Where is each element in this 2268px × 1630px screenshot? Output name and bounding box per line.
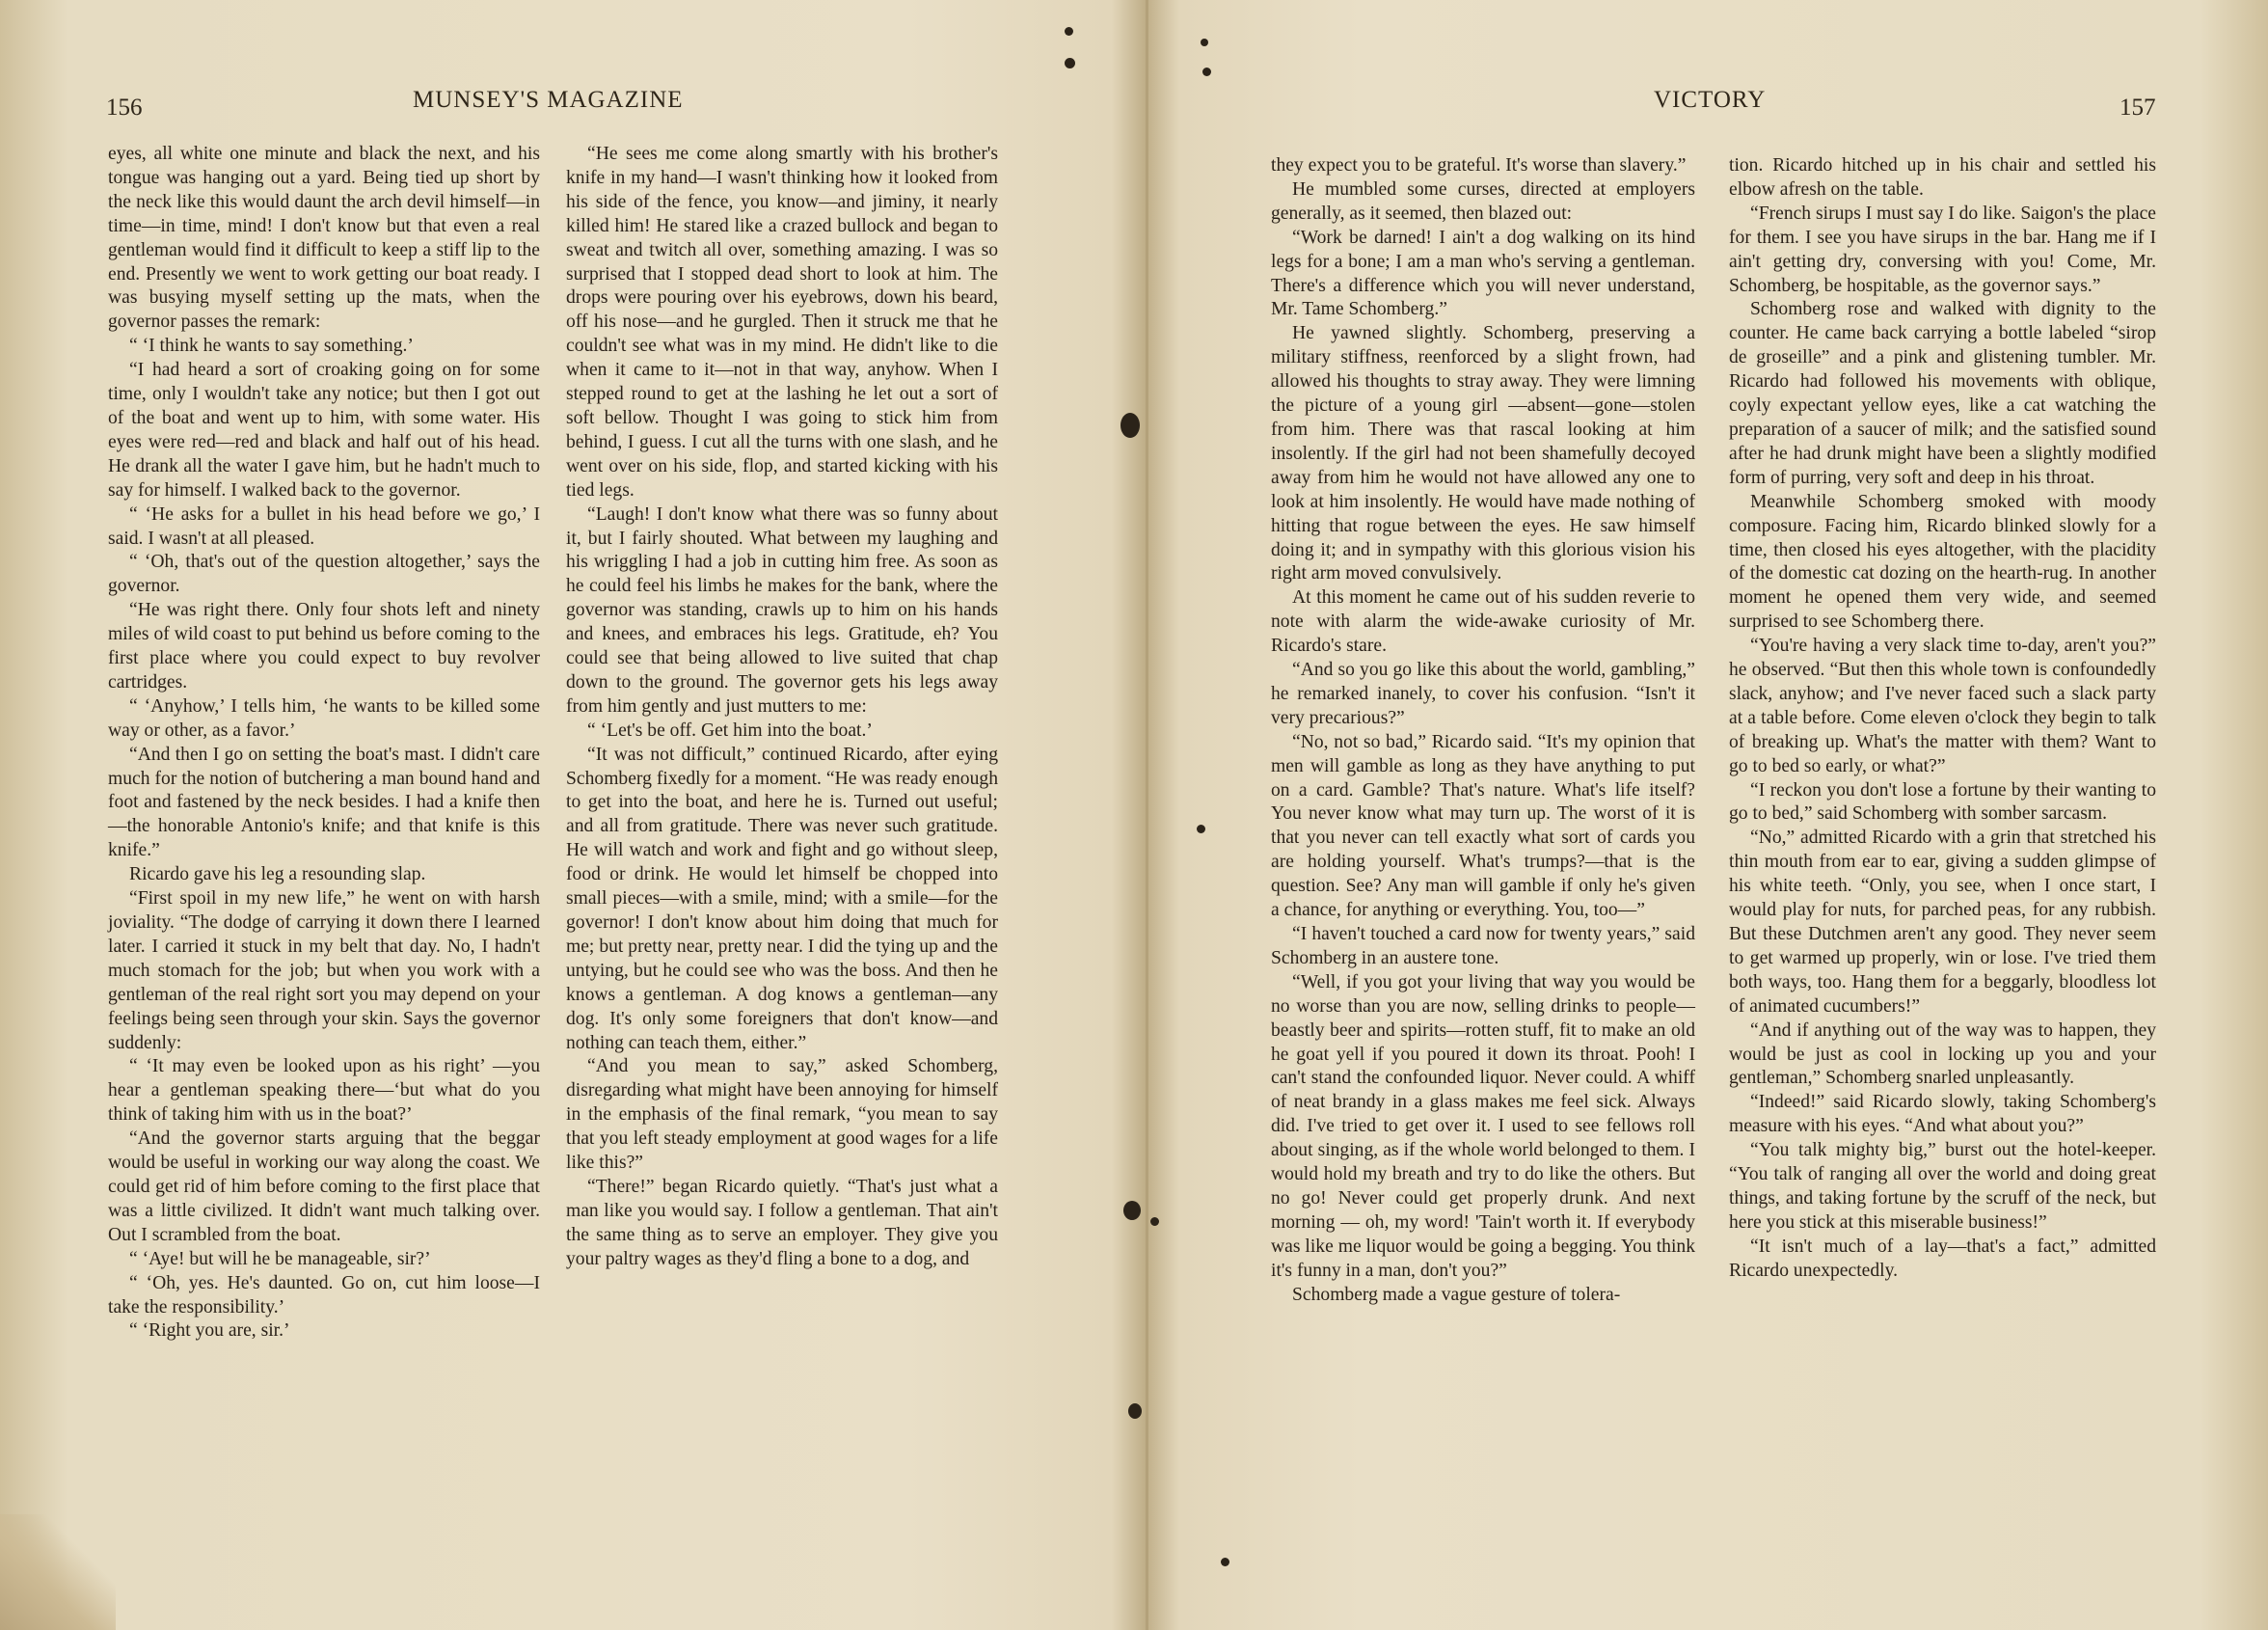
text-column-2 <box>1729 154 2156 1284</box>
paragraph: Meanwhile Schomberg smoked with moody composure. Facing him, Ricardo blinked slowly for a time, then closed his eyes altogether, with the placidity of the domestic cat dozing on the hearth-rug. In another moment he opened them very wide, and seemed surprised to see Schomberg there. <box>1729 491 2156 633</box>
paragraph: He yawned slightly. Schomberg, preserving a military stiffness, reenforced by a slight frown, had allowed his thoughts to stray away. They were limning the picture of a young girl —absent—gone—stolen from him. There was that rascal looking at him insolently. If the girl had not been shamefully decoyed away from him he would not have allowed any one to look at him insolently. He would have made nothing of hitting that rogue between the eyes. He saw himself doing it; and in sympathy with this glorious vision his right arm moved convulsively. <box>1271 323 1695 584</box>
running-header: VICTORY <box>1654 87 1767 113</box>
paragraph: “I reckon you don't lose a fortune by their wanting to go to bed,” said Schomberg with somber sarcasm. <box>1729 779 2156 825</box>
paragraph: He mumbled some curses, directed at employers generally, as it seemed, then blazed out: <box>1271 178 1695 224</box>
page-number: 156 <box>106 95 143 121</box>
paragraph: “He sees me come along smartly with his brother's knife in my hand—I wasn't thinking how it looked from his side of the fence, you know—and jiminy, it nearly killed him! He stared like a crazed bullock and began to sweat and twitch all over, something amazing. I was so surprised that I stopped dead short to look at him. The drops were pouring over his eyebrows, down his beard, off his nose—and he gurgled. Then it struck me that he couldn't see what was in my mind. He didn't like to die when it came to it—not in that way, anyhow. When I stepped round to get at the lashing he let out a sort of soft bellow. Thought I was going to stick him from behind, I guess. I cut all the turns with one slash, and he went over on his side, flop, and started kicking with his tied legs. <box>566 144 998 501</box>
paragraph: “French sirups I must say I do like. Saigon's the place for them. I see you have sirups in the bar. Hang me if I ain't getting dry, conversing with you! Come, Mr. Schomberg, be hospitable, as the governor says.” <box>1729 203 2156 296</box>
text-column-2 <box>566 143 998 1272</box>
paragraph: At this moment he came out of his sudden reverie to note with alarm the wide-awake curiosity of Mr. Ricardo's stare. <box>1271 587 1695 657</box>
binding-hole <box>1201 39 1208 46</box>
paragraph: “Indeed!” said Ricardo slowly, taking Schomberg's measure with his eyes. “And what about you?” <box>1729 1092 2156 1137</box>
paragraph: “Work be darned! I ain't a dog walking on its hind legs for a bone; I am a man who's serving a gentleman. There's a difference which you will never understand, Mr. Tame Schomberg.” <box>1271 227 1695 320</box>
paragraph: “ ‘He asks for a bullet in his head before we go,’ I said. I wasn't at all pleased. <box>108 503 540 549</box>
text-column-1 <box>108 143 540 1344</box>
binding-hole <box>1150 1217 1159 1226</box>
paragraph: “Well, if you got your living that way you would be no worse than you are now, selling drinks to people—beastly beer and spirits—rotten stuff, fit to make an old he goat yell if you poured it down its throat. Pooh! I can't stand the confounded liquor. Never could. A whiff of neat brandy in a glass makes me feel sick. Always did. I've tried to get over it. I used to see fellows roll about singing, as if the whole world belonged to them. I would hold my breath and try to do like the others. But no go! Never could get properly drunk. And next morning — oh, my word! 'Tain't worth it. If everybody was like me liquor would be going a begging. You think it's funny in a man, don't you?” <box>1271 971 1695 1281</box>
binding-gutter <box>1146 0 1148 1630</box>
paragraph: Schomberg rose and walked with dignity to the counter. He came back carrying a bottle labeled “sirop de groseille” and a pink and glistening tumbler. Mr. Ricardo had followed his movements with oblique, coyly expectant yellow eyes, like a cat watching the preparation of a saucer of milk; and the satisfied sound after he had drunk might have been a slightly modified form of purring, very soft and deep in his throat. <box>1729 299 2156 488</box>
binding-hole <box>1065 27 1073 36</box>
paragraph: they expect you to be grateful. It's worse than slavery.” <box>1271 155 1687 176</box>
paragraph: “And you mean to say,” asked Schomberg, disregarding what might have been annoying for himself in the emphasis of the final remark, “you mean to say that you left steady employment at good wages for a life like this?” <box>566 1056 998 1174</box>
paragraph: Ricardo gave his leg a resounding slap. <box>129 864 426 885</box>
paragraph: “And if anything out of the way was to happen, they would be just as cool in locking up you and your gentleman,” Schomberg snarled unpleasantly. <box>1729 1019 2156 1089</box>
paragraph: “It isn't much of a lay—that's a fact,” admitted Ricardo unexpectedly. <box>1729 1236 2156 1281</box>
binding-hole <box>1221 1558 1229 1566</box>
paragraph: “He was right there. Only four shots left and ninety miles of wild coast to put behind us before coming to the first place where you could expect to buy revolver cartridges. <box>108 600 540 693</box>
binding-hole <box>1197 825 1205 833</box>
paragraph: Schomberg made a vague gesture of tolera- <box>1292 1284 1621 1305</box>
paragraph: “ ‘It may even be looked upon as his right’ —you hear a gentleman speaking there—‘but what do you think of taking him with us in the boat?’ <box>108 1056 540 1126</box>
paragraph: “No, not so bad,” Ricardo said. “It's my opinion that men will gamble as long as they have anything to put on a card. Gamble? That's nature. What's life itself? You never know what may turn up. The worst of it is that you never can tell exactly what sort of cards you are holding yourself. What's trumps?—that is the question. See? Any man will gamble if only he's given a chance, for anything or everything. You, too—” <box>1271 731 1695 921</box>
binding-hole <box>1123 1201 1141 1220</box>
paragraph: eyes, all white one minute and black the next, and his tongue was hanging out a yard. Being tied up short by the neck like this would daunt the arch devil himself—in time—in time, mind! I don't know but that even a real gentleman would find it difficult to keep a stiff lip to the end. Presently we went to work getting our boat ready. I was busying myself setting up the mats, when the governor passes the remark: <box>108 144 540 333</box>
binding-hole <box>1128 1403 1142 1419</box>
binding-hole <box>1065 58 1075 68</box>
right-page <box>1149 0 2268 1630</box>
paragraph: “And then I go on setting the boat's mast. I didn't care much for the notion of butchering a man bound hand and foot and fastened by the neck besides. I had a knife then—the honorable Antonio's knife; and that knife is this knife.” <box>108 744 540 861</box>
page-number: 157 <box>2120 95 2156 121</box>
paragraph: “ ‘I think he wants to say something.’ <box>129 336 414 357</box>
paragraph: “ ‘Aye! but will he be manageable, sir?’ <box>129 1248 431 1269</box>
paragraph: “You're having a very slack time to-day, aren't you?” he observed. “But then this whole town is confoundedly slack, anyhow; and I've never faced such a slack party at a table before. Come eleven o'clock they begin to talk of breaking up. What's the matter with them? Want to go to bed so early, or what?” <box>1729 636 2156 776</box>
paragraph: “And so you go like this about the world, gambling,” he remarked inanely, to cover his confusion. “Isn't it very precarious?” <box>1271 660 1695 728</box>
text-column-1 <box>1271 154 1695 1308</box>
paragraph: “You talk mighty big,” burst out the hotel-keeper. “You talk of ranging all over the world and doing great things, and taking fortune by the scruff of the neck, but here you stick at this miserable business!” <box>1729 1140 2156 1233</box>
paragraph: “I haven't touched a card now for twenty years,” said Schomberg in an austere tone. <box>1271 924 1695 968</box>
paragraph: “First spoil in my new life,” he went on with harsh joviality. “The dodge of carrying it down there I learned later. I carried it stuck in my belt that day. No, I hadn't much stomach for the job; but when you work with a gentleman of the real right sort you may depend on your feelings being seen through your skin. Says the governor suddenly: <box>108 888 540 1053</box>
paragraph: “I had heard a sort of croaking going on for some time, only I wouldn't take any notice; but then I got out of the boat and went up to him, with some water. His eyes were red—red and black and half out of his head. He drank all the water I gave him, but he hadn't much to say for himself. I walked back to the governor. <box>108 360 540 501</box>
paragraph: “There!” began Ricardo quietly. “That's just what a man like you would say. I follow a gentleman. That ain't the same thing as to serve an employer. They give you your paltry wages as they'd fling a bone to a dog, and <box>566 1176 998 1269</box>
paragraph: “And the governor starts arguing that the beggar would be useful in working our way along the coast. We could get rid of him before coming to the first place that was a little civilized. It didn't want much talking over. Out I scrambled from the boat. <box>108 1128 540 1245</box>
paragraph: “No,” admitted Ricardo with a grin that stretched his thin mouth from ear to ear, giving a sudden glimpse of his white teeth. “Only, you see, when I once start, I would play for nuts, for parched peas, for any rubbish. But these Dutchmen aren't any good. They never seem to get warmed up properly, win or lose. I've tried them both ways, too. Hang them for a beggarly, bloodless lot of animated cucumbers!” <box>1729 828 2156 1017</box>
paragraph: “ ‘Right you are, sir.’ <box>129 1320 290 1342</box>
running-header: MUNSEY'S MAGAZINE <box>413 87 684 113</box>
paragraph: “It was not difficult,” continued Ricardo, after eying Schomberg fixedly for a moment. “He was ready enough to get into the boat, and here he is. Turned out useful; and all from gratitude. There was never such gratitude. He will watch and work and fight and go without sleep, food or drink. He would let himself be chopped into small pieces—with a smile, mind; with a smile—for the governor! I don't know about him doing that much for me; but pretty near, pretty near. I did the tying up and the untying, but he could see who was the boss. And then he knows a gentleman. A dog knows a gentleman—any dog. It's only some foreigners that don't know—and nothing can teach them, either.” <box>566 744 998 1053</box>
paragraph: tion. Ricardo hitched up in his chair and settled his elbow afresh on the table. <box>1729 155 2156 200</box>
paragraph: “ ‘Let's be off. Get him into the boat.’ <box>587 720 873 741</box>
paragraph: “Laugh! I don't know what there was so funny about it, but I fairly shouted. What between my laughing and his wriggling I had a job in cutting him free. As soon as he could feel his limbs he makes for the bank, where the governor was standing, crawls up to him on his hands and knees, and embraces his legs. Gratitude, eh? You could see that being allowed to live suited that chap down to the ground. The governor gets his legs away from him gently and just mutters to me: <box>566 503 998 717</box>
binding-hole <box>1120 413 1140 438</box>
paragraph: “ ‘Oh, that's out of the question altogether,’ says the governor. <box>108 552 540 597</box>
binding-hole <box>1202 68 1211 76</box>
paragraph: “ ‘Oh, yes. He's daunted. Go on, cut him loose—I take the responsibility.’ <box>108 1272 540 1318</box>
paragraph: “ ‘Anyhow,’ I tells him, ‘he wants to be killed some way or other, as a favor.’ <box>108 695 540 741</box>
